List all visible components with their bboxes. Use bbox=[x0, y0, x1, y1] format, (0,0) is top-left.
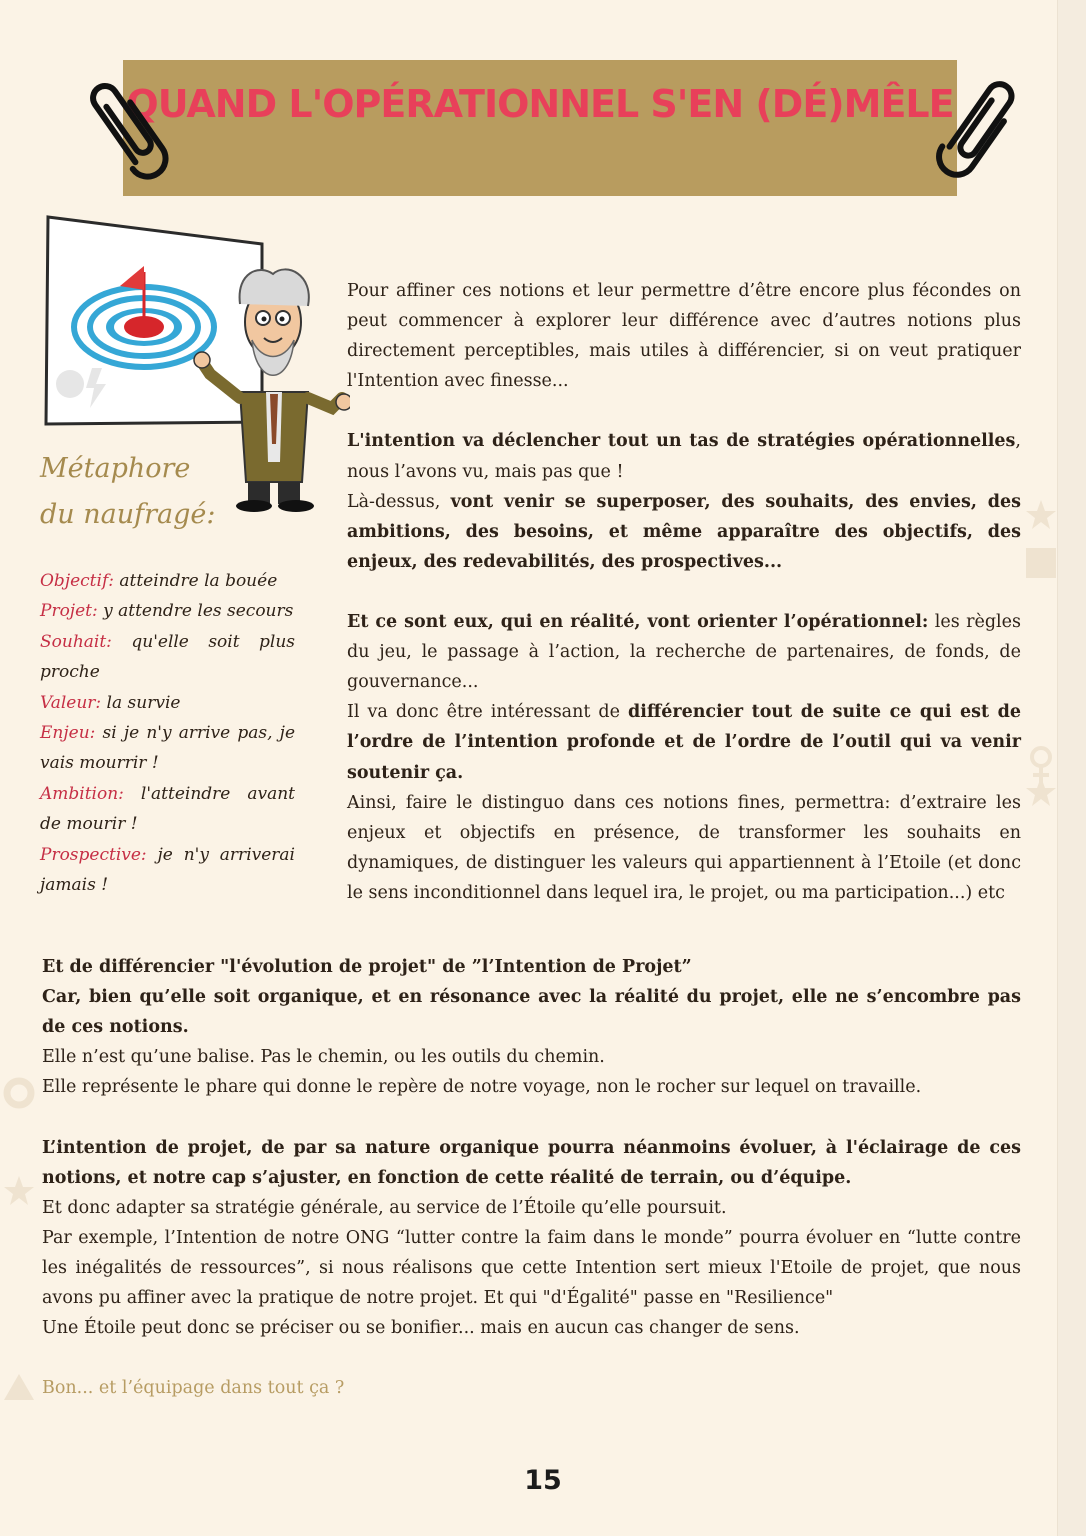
body-paragraph: Elle représente le phare qui donne le repère de notre voyage, non le rocher sur lequel on travaille. bbox=[42, 1077, 922, 1098]
metaphor-text: qu'elle soit plus proche bbox=[40, 631, 295, 683]
metaphor-text: y attendre les secours bbox=[97, 601, 294, 622]
intro-paragraph bbox=[347, 607, 1021, 697]
ring-decoration-icon bbox=[2, 1076, 36, 1110]
intro-paragraph bbox=[347, 426, 1021, 486]
metaphor-title-line2: du naufragé: bbox=[40, 499, 216, 530]
metaphor-item bbox=[40, 688, 295, 718]
metaphor-text: l'atteindre avant de mourir ! bbox=[40, 783, 295, 835]
bold-text: différencier tout de suite ce qui est de l’ordre de l’intention profonde et de l’ordre de l’outil qui va venir soutenir ça. bbox=[347, 702, 1021, 783]
body-paragraph: Une Étoile peut donc se préciser ou se bonifier... mais en aucun cas changer de sens. bbox=[42, 1318, 800, 1339]
paperclip-left-icon bbox=[78, 70, 170, 180]
metaphor-item bbox=[40, 566, 295, 596]
intro-paragraph: Pour affiner ces notions et leur permettre d’être encore plus fécondes on peut commencer à explorer leur différence avec d’autres notions plus directement perceptibles, mais utiles à différencier, si on veut pratiquer l'Intention avec finesse... bbox=[347, 281, 1021, 392]
metaphor-item bbox=[40, 779, 295, 840]
metaphor-title-line1: Métaphore bbox=[40, 453, 191, 484]
metaphor-item bbox=[40, 840, 295, 901]
metaphor-text: atteindre la bouée bbox=[113, 571, 278, 591]
body-paragraph: Par exemple, l’Intention de notre ONG “lutter contre la faim dans le monde” pourra évoluer en “lutte contre les inégalités de ressources”, si nous réalisons que cette Intention sert mieux l'Etoile de projet, que nous avons pu affiner avec la pratique de notre projet. Et qui "d'Égalité" passe en "Resilience" bbox=[42, 1227, 1021, 1309]
paperclip-right-icon bbox=[934, 68, 1026, 180]
text: Là-dessus, bbox=[347, 491, 451, 512]
metaphor-label: Ambition: bbox=[40, 783, 124, 804]
bold-text: Et ce sont eux, qui en réalité, vont orienter l’opérationnel: bbox=[347, 612, 929, 633]
star-decoration-icon bbox=[1024, 775, 1058, 809]
metaphor-label: Prospective: bbox=[40, 844, 147, 865]
bold-text: L’intention de projet, de par sa nature organique pourra néanmoins évoluer, à l'éclairage de ces notions, et notre cap s’ajuster, en fonction de cette réalité de terrain, ou d’équipe. bbox=[42, 1137, 1021, 1188]
bold-text: vont venir se superposer, des souhaits, des envies, des ambitions, des besoins, et même apparaître des objectifs, des enjeux, des redevabilités, des prospectives... bbox=[347, 491, 1021, 572]
intro-paragraph bbox=[347, 697, 1021, 787]
text: Il va donc être intéressant de bbox=[347, 702, 628, 723]
intro-paragraph bbox=[347, 487, 1021, 577]
bold-text: Et de différencier "l'évolution de projet" de ”l’Intention de Projet” bbox=[42, 957, 692, 977]
star-decoration-icon bbox=[1024, 498, 1058, 532]
lower-text bbox=[42, 952, 1021, 1403]
metaphor-label: Souhait: bbox=[40, 631, 112, 652]
bold-text: Car, bien qu’elle soit organique, et en résonance avec la réalité du projet, elle ne s’encombre pas de ces notions. bbox=[42, 987, 1021, 1038]
body-paragraph bbox=[42, 1133, 1021, 1193]
body-paragraph: Et donc adapter sa stratégie générale, au service de l’Étoile qu’elle poursuit. bbox=[42, 1197, 727, 1218]
intro-paragraph: Ainsi, faire le distinguo dans ces notions fines, permettra: d’extraire les enjeux et objectifs en présence, de transformer les souhaits en dynamiques, de distinguer les valeurs qui appartiennent à l’Etoile (et donc le sens inconditionnel dans lequel ira, le projet, ou ma participation...) etc bbox=[347, 792, 1021, 903]
page-edge bbox=[1057, 0, 1086, 1536]
metaphor-text: la survie bbox=[101, 692, 181, 713]
metaphor-item bbox=[40, 596, 295, 626]
metaphor-item bbox=[40, 627, 295, 688]
metaphor-label: Objectif: bbox=[40, 571, 114, 591]
bold-text: L'intention va déclencher tout un tas de stratégies opérationnelles bbox=[347, 431, 1016, 452]
body-paragraph bbox=[42, 952, 1021, 982]
text: les règles du jeu, le passage à l’action, la recherche de partenaires, de fonds, de gouvernance... bbox=[347, 612, 1021, 693]
triangle-decoration-icon bbox=[2, 1372, 36, 1402]
intro-text bbox=[347, 276, 1021, 908]
metaphor-item bbox=[40, 718, 295, 779]
metaphor-list bbox=[40, 566, 295, 900]
square-decoration-icon bbox=[1026, 548, 1056, 578]
star-decoration-icon bbox=[2, 1174, 36, 1208]
body-paragraph: Elle n’est qu’une balise. Pas le chemin, ou les outils du chemin. bbox=[42, 1047, 605, 1068]
page-title: QUAND L'OPÉRATIONNEL S'EN (DÉ)MÊLE bbox=[126, 82, 954, 126]
page-number: 15 bbox=[524, 1465, 562, 1496]
body-paragraph bbox=[42, 982, 1021, 1042]
metaphor-label: Projet: bbox=[40, 601, 98, 622]
closing-question: Bon... et l’équipage dans tout ça ? bbox=[42, 1378, 345, 1399]
metaphor-label: Valeur: bbox=[40, 692, 102, 713]
metaphor-label: Enjeu: bbox=[40, 723, 96, 744]
text: , nous l’avons vu, mais pas que ! bbox=[347, 431, 1021, 482]
metaphor-title bbox=[40, 446, 300, 538]
metaphor-text: je n'y arriverai jamais ! bbox=[40, 844, 295, 896]
metaphor-text: si je n'y arrive pas, je vais mourrir ! bbox=[40, 723, 295, 774]
